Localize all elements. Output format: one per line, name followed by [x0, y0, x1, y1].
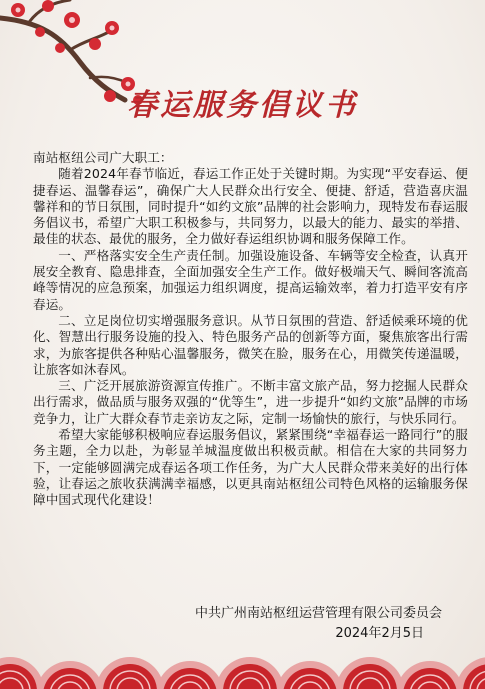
auspicious-wave-border-icon [0, 629, 485, 689]
signature-date: 2024年2月5日 [335, 626, 424, 641]
greeting: 南站枢纽公司广大职工： [33, 150, 173, 165]
letter-body [33, 150, 468, 509]
page-title: 春运服务倡议书 [127, 88, 358, 123]
paragraph-intro: 随着2024年春节临近，春运工作正处于关键时期。为实现“平安春运、便捷春运、温馨春运”，确保广大人民群众出行安全、便捷、舒适，营造喜庆温馨祥和的节日氛围，同时提升“如约文旅”品牌的社会影响力，现特发布春运服务倡议书，希望广大职工积极参与，共同努力，以最大的能力、最实的举措、最佳的状态、最优的服务，全力做好春运组织协调和服务保障工作。 [33, 166, 468, 247]
paragraph-promotion: 三、广泛开展旅游资源宣传推广。不断丰富文旅产品，努力挖掘人民群众出行需求，做品质与服务双强的“优等生”，进一步提升“如约文旅”品牌的市场竞争力，让广大群众春节走亲访友之际，定制一场愉快的旅行，与快乐同行。 [33, 378, 468, 426]
signature-organization: 中共广州南站枢纽运营管理有限公司委员会 [194, 606, 442, 621]
paragraph-safety: 一、严格落实安全生产责任制。加强设施设备、车辆等安全检查，认真开展安全教育、隐患排查，全面加强安全生产工作。做好极端天气、瞬间客流高峰等情况的应急预案，加强运力组织调度，提高运输效率，着力打造平安有序春运。 [33, 247, 468, 312]
paragraph-closing: 希望大家能够积极响应春运服务倡议，紧紧围绕“幸福春运一路同行”的服务主题，全力以赴，为彰显羊城温度做出积极贡献。相信在大家的共同努力下，一定能够圆满完成春运各项工作任务，为广大人民群众带来美好的出行体验，让春运之旅收获满满幸福感，以更具南站枢纽公司特色风格的运输服务保障中国式现代化建设！ [33, 427, 468, 508]
paragraph-service: 二、立足岗位切实增强服务意识。从节日氛围的营造、舒适候乘环境的优化、智慧出行服务设施的投入、特色服务产品的创新等方面，聚焦旅客出行需求，为旅客提供各种贴心温馨服务，微笑在脸，服务在心，用微笑传递温暖，让旅客如沐春风。 [33, 312, 468, 377]
